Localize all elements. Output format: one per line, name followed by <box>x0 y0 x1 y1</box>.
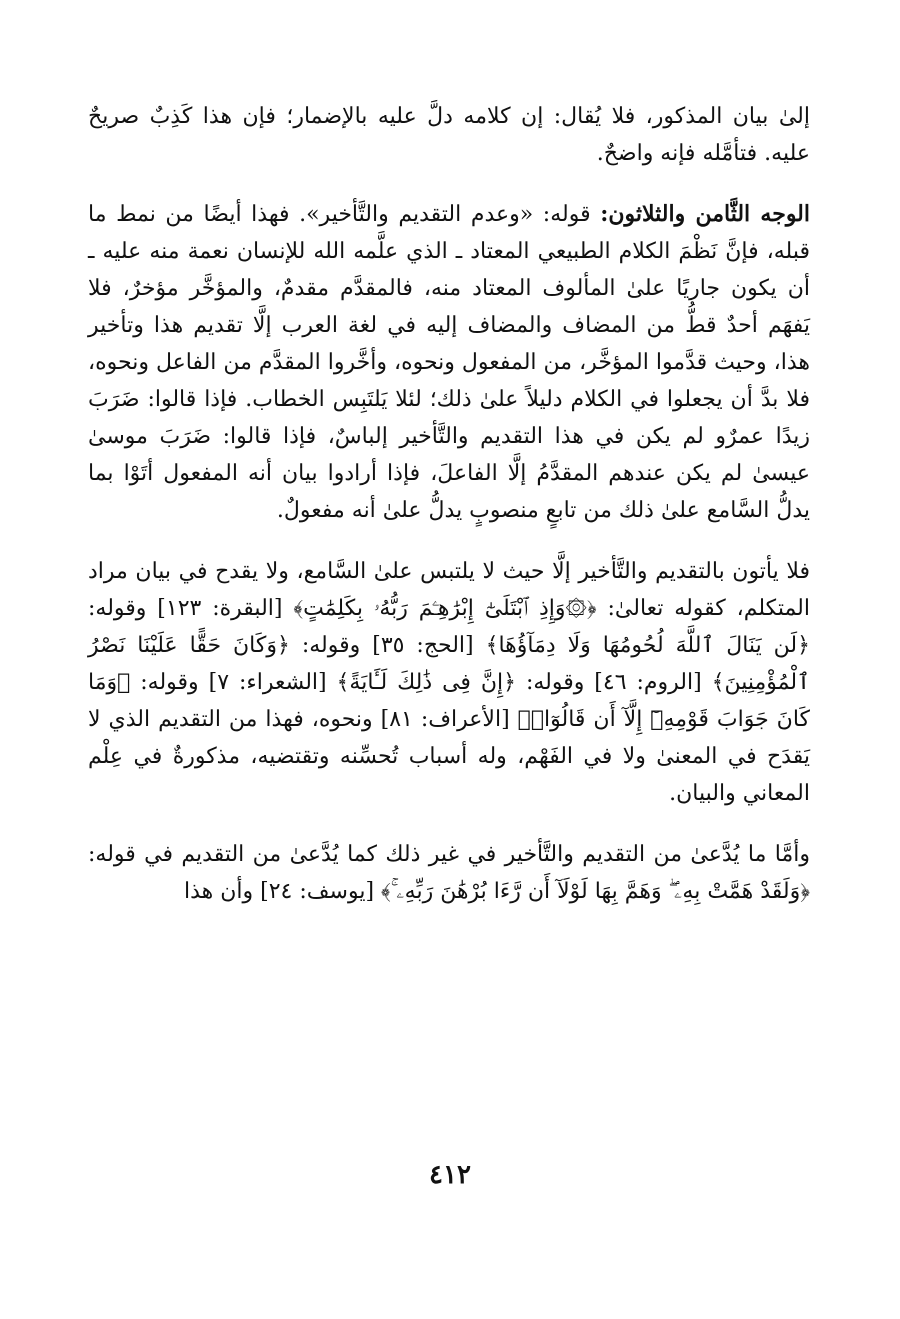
paragraph-2-lead: الوجه الثَّامن والثلاثون: <box>600 201 810 227</box>
quran-verse: ﴿وَكَانَ حَقًّا عَلَيْنَا نَصْرُ ٱلْمُؤْمِنِينَ﴾ <box>88 633 810 695</box>
quran-verse: ﴿إِنَّ فِى ذَٰلِكَ لَـَٔايَةً﴾ <box>336 670 517 695</box>
paragraph-1-text: إلىٰ بيان المذكور، فلا يُقال: إن كلامه دلَّ عليه بالإضمار؛ فإن هذا كَذِبٌ صريحٌ عليه. فتأمَّله فإنه واضحٌ. <box>88 104 810 166</box>
paragraph-3-tail: [الأعراف: ٨١] ونحوه، فهذا من التقديم الذي لا يَقدَح في المعنىٰ ولا في الفَهْم، وله أسباب تُحسِّنه وتقتضيه، مذكورةٌ في عِلْم المعاني والبيان. <box>88 707 810 806</box>
quran-verse: ﴿وَمَا كَانَ جَوَابَ قَوْمِهِۦٓ إِلَّآ أَن قَالُوٓا۟﴾ <box>88 670 811 732</box>
verse-reference: [الشعراء: ٧] وقوله: <box>130 670 337 695</box>
quran-verse: ﴿۞وَإِذِ ٱبْتَلَىٰٓ إِبْرَٰهِـۧمَ رَبُّهُۥ بِكَلِمَٰتٍ﴾ <box>293 596 597 621</box>
paragraph-3-text: فلا يأتون بالتقديم والتَّأخير إلَّا حيث لا يلتبس علىٰ السَّامع، ولا يقدح في بيان مراد المتكلم، كقوله تعالىٰ: <box>88 559 810 621</box>
quran-verse: ﴿لَن يَنَالَ ٱللَّهَ لُحُومُهَا وَلَا دِمَآؤُهَا﴾ <box>485 633 810 658</box>
verse-reference: [البقرة: ١٢٣] وقوله: <box>88 596 294 621</box>
paragraph-2-text: قوله: «وعدم التقديم والتَّأخير». فهذا أيضًا من نمط ما قبله، فإنَّ نَظْمَ الكلام الطبيعي المعتاد ـ الذي علَّمه الله للإنسان نعمة منه عليه ـ أن يكون جاريًا علىٰ المألوف المعتاد منه، فالمقدَّم مقدمٌ، والمؤخَّر مؤخرٌ، فلا يَفهَم أحدٌ قطُّ من المضاف والمضاف إليه في لغة العرب إلَّا تقديم هذا وتأخير هذا، وحيث قدَّموا المؤخَّر، من المفعول ونحوه، وأخَّروا المقدَّم من الفاعل ونحوه، فلا بدَّ أن يجعلوا في الكلام دليلاً علىٰ ذلك؛ لئلا يَلتَبِس الخطاب. فإذا قالوا: ضَرَبَ زيدًا عمرٌو لم يكن في هذا التقديم والتَّأخير إلباسٌ، فإذا قالوا: ضَرَبَ موسىٰ عيسىٰ لم يكن عندهم المقدَّمُ إلَّا الفاعلَ، فإذا أرادوا بيان أنه المفعول أتَوْا بما يدلُّ السَّامع علىٰ ذلك من تابعٍ منصوبٍ يدلُّ علىٰ أنه مفعولٌ. <box>88 202 810 523</box>
verse-reference: [الروم: ٤٦] وقوله: <box>516 670 712 695</box>
paragraph-1 <box>88 98 810 172</box>
paragraph-4-text: وأمَّا ما يُدَّعىٰ من التقديم والتَّأخير في غير ذلك كما يُدَّعىٰ من التقديم في قوله: <box>88 842 810 867</box>
paragraph-3 <box>88 553 810 812</box>
page-number: ٤١٢ <box>429 1160 471 1190</box>
paragraph-2 <box>88 196 810 529</box>
quran-verse: ﴿وَلَقَدْ هَمَّتْ بِهِۦ ۖ وَهَمَّ بِهَا لَوْلَآ أَن رَّءَا بُرْهَٰنَ رَبِّهِۦ ۚ﴾ <box>381 879 810 904</box>
verse-reference: [الحج: ٣٥] وقوله: <box>289 633 486 658</box>
paragraph-4 <box>88 836 810 910</box>
paragraph-4-tail: [يوسف: ٢٤] وأن هذا <box>183 879 382 904</box>
page-body <box>88 98 810 910</box>
